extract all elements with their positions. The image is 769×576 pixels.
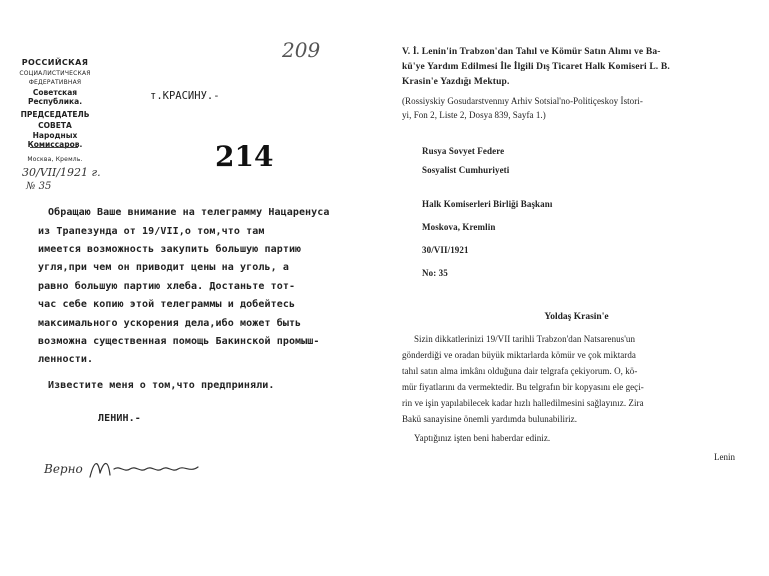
source-line: yi, Fon 2, Liste 2, Dosya 839, Sayfa 1.)	[402, 110, 546, 120]
original-letter	[0, 0, 384, 576]
letterhead-line: ПРЕДСЕДАТЕЛЬ	[20, 110, 90, 119]
handwritten-signature	[86, 455, 206, 483]
handwritten-number: 214	[215, 140, 274, 173]
signature: Lenin	[714, 452, 735, 462]
body-line: максимального ускорения дела,ибо может быть	[38, 318, 302, 329]
source-line: (Rossiyskiy Gosudarstvennıy Arhiv Sotsial'no-Politiçeskoy İstori-	[402, 96, 643, 106]
letter-number: № 35	[26, 181, 52, 192]
header-line: Moskova, Kremlin	[422, 222, 496, 232]
title-line: kü'ye Yardım Edilmesi İle İlgili Dış Ticaret Halk Komiseri L. B.	[402, 62, 670, 72]
letterhead-line: Народных Комиссаров.	[27, 131, 83, 149]
letter-date: 30/VII/1921 г.	[22, 166, 101, 179]
letterhead-line: СОВЕТА	[38, 121, 72, 130]
paragraph-line: Sizin dikkatlerinizi 19/VII tarihli Trabzon'dan Natsarenus'un	[414, 334, 636, 344]
body-line: возможна существенная помощь Бакинской промыш-	[38, 336, 320, 347]
body-line: имеется возможность закупить большую партию	[38, 244, 302, 255]
letterhead-rule	[30, 147, 78, 148]
letterhead-place: Москва, Кремль.	[27, 156, 83, 163]
letterhead-line: СОЦИАЛИСТИЧЕСКАЯ	[19, 70, 91, 77]
header-date: 30/VII/1921	[422, 245, 469, 255]
attestation: Верно	[44, 462, 83, 476]
title-line: Krasin'e Yazdığı Mektup.	[402, 77, 510, 87]
body-line: час себе копию этой телеграммы и добейтесь	[38, 299, 296, 310]
closing-line: Yaptığınız işten beni haberdar ediniz.	[414, 433, 551, 443]
header-line: Sosyalist Cumhuriyeti	[422, 165, 510, 175]
addressee: т.КРАСИНУ.-	[150, 90, 220, 102]
archive-number: 209	[282, 38, 321, 62]
letterhead-line: Советская Республика.	[27, 88, 83, 106]
header-number: No: 35	[422, 268, 448, 278]
header-line: Rusya Sovyet Federe	[422, 146, 505, 156]
paragraph-line: tahıl satın alma imkânı olduğuna dair telgrafa çekiyorum. O, kö-	[402, 366, 638, 376]
header-line: Halk Komiserleri Birliği Başkanı	[422, 199, 553, 209]
body-line: Обращаю Ваше внимание на телеграмму Нацаренуса	[48, 207, 330, 218]
body-line: из Трапезунда от 19/VII,о том,что там	[38, 226, 265, 237]
letterhead-line: РОССИЙСКАЯ	[21, 58, 89, 67]
paragraph-line: gönderdiği ve oradan büyük miktarlarda kömür ve çok miktarda	[402, 350, 636, 360]
paragraph-line: mür fiyatlarını da vermektedir. Bu telgrafın bir kopyasını ele geçi-	[402, 382, 644, 392]
paragraph-line: rin ve işin yapılabilecek kadar hızlı halledilmesini sağlayınız. Zira	[402, 398, 644, 408]
title-line: V. İ. Lenin'in Trabzon'dan Tahıl ve Kömür Satın Alımı ve Ba-	[402, 47, 661, 57]
letterhead-line: ФЕДЕРАТИВНАЯ	[28, 79, 82, 86]
closing-line: Известите меня о том,что предприняли.	[48, 380, 275, 391]
typed-signature: ЛЕНИН.-	[98, 413, 141, 424]
translation-panel	[384, 0, 769, 576]
paragraph-line: Bakü sanayisine önemli yardımda bulunabiliriz.	[402, 414, 578, 424]
salutation: Yoldaş Krasin'e	[544, 312, 609, 322]
body-line: угля,при чем он приводит цены на уголь, а	[38, 262, 289, 273]
body-line: ленности.	[38, 354, 94, 365]
body-line: равно большую партию хлеба. Достаньте тот-	[38, 281, 296, 292]
